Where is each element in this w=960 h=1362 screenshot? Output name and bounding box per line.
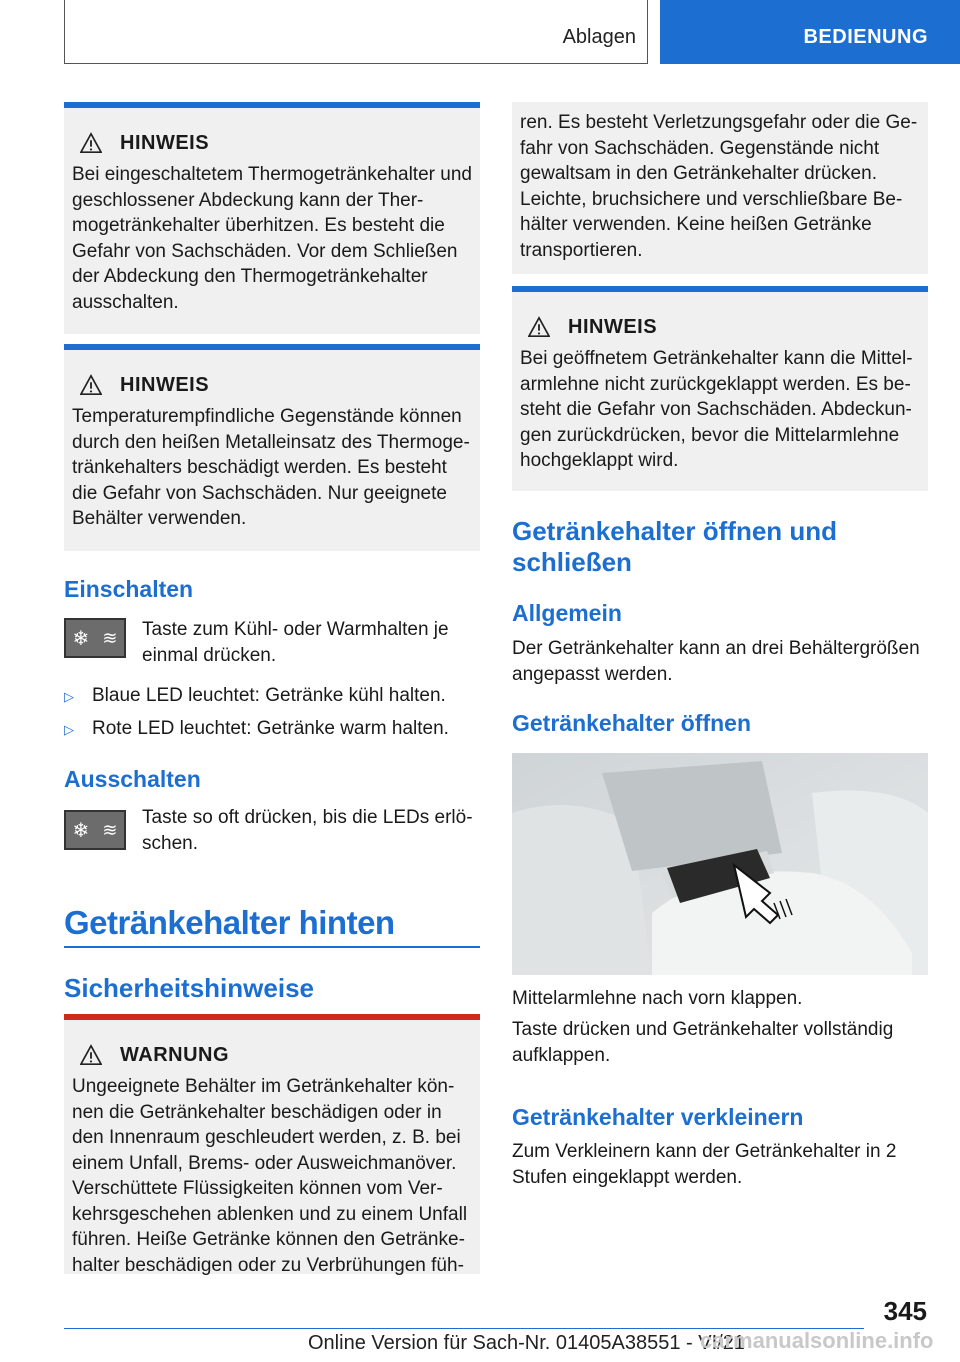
step-2: Taste drücken und Getränkehalter vollständig aufklappen.: [512, 1019, 894, 1066]
warning-triangle-icon: [80, 1044, 102, 1066]
section-heading: Getränkehalter öffnen und schließen: [512, 516, 838, 577]
header-chapter: BEDIENUNG: [803, 26, 928, 48]
triangle-bullet-icon: ▷: [64, 689, 74, 704]
snowflake-icon: ❄: [72, 627, 90, 650]
header-chapter-tab: [660, 0, 960, 64]
allgemein-text: Der Getränkehalter kann an drei Behältergrößen angepasst werden.: [512, 638, 920, 685]
page-number: 345: [883, 1296, 927, 1326]
watermark: carmanualsonline.info: [700, 1328, 934, 1353]
warning-box-continued: [512, 102, 928, 274]
warning-body: Ungeeignete Behälter im Getränkehalter können die Getränkehalter beschädigen oder in den Innenraum geschleudert werden, z. B. bei einem Unfall, Brems- oder Ausweichmanöver. Verschüttete Flüssigkeiten können vom Verkehrsgeschehen ablenken und zu einem Unfall führen. Heiße Getränke können den Getränkehalter beschädigen oder zu Verbrühungen füh-: [72, 1076, 468, 1276]
cool-warm-button-image: [64, 618, 126, 658]
notice-title: HINWEIS: [120, 131, 210, 154]
header-section: Ablagen: [562, 26, 636, 48]
heading-oeffnen: Getränkehalter öffnen: [512, 710, 751, 736]
notice-body: Temperaturempfindliche Gegenstände können durch den heißen Metalleinsatz des Thermogetränkehalters beschädigt werden. Es besteht die Gefahr von Sachschäden. Nur geeignete Behälter verwenden.: [72, 406, 470, 529]
step-1: Mittelarmlehne nach vorn klappen.: [512, 988, 803, 1009]
warning-triangle-icon: [80, 374, 102, 396]
notice-title: HINWEIS: [120, 373, 210, 396]
triangle-bullet-icon: ▷: [64, 722, 74, 737]
warning-title: WARNUNG: [120, 1043, 230, 1066]
footer-online-version: Online Version für Sach-Nr. 01405A38551 - VI/21: [308, 1332, 745, 1354]
notice-title: HINWEIS: [568, 315, 658, 338]
warning-body-continued: ren. Es besteht Verletzungsgefahr oder die Gefahr von Sachschäden. Gegenstände nicht gewaltsam in den Getränkehalter drücken. Leichte, bruchsichere und verschließbare Behälter verwenden. Keine heißen Getränke transportieren.: [520, 112, 918, 261]
notice-body: Bei geöffnetem Getränkehalter kann die Mittelarmlehne nicht zurückgeklappt werden. Es besteht die Gefahr von Sachschäden. Abdeckungen zurückdrücken, bevor die Mittelarmlehne hochgeklappt wird.: [520, 348, 913, 471]
list-item: [64, 683, 480, 709]
verkleinern-text: Zum Verkleinern kann der Getränkehalter in 2 Stufen eingeklappt werden.: [512, 1141, 897, 1188]
main-heading: Getränkehalter hinten: [64, 904, 395, 941]
heading-ausschalten: Ausschalten: [64, 766, 201, 792]
cool-warm-button-image: [64, 810, 126, 850]
list-item-text: Blaue LED leuchtet: Getränke kühl halten.: [92, 685, 446, 706]
snowflake-icon: ❄: [72, 819, 90, 842]
notice-box-3: [512, 286, 928, 491]
armrest-photo: [512, 753, 928, 975]
heat-icon: ≋: [102, 627, 118, 648]
heading-rule: [64, 946, 480, 948]
heading-allgemein: Allgemein: [512, 600, 622, 626]
einschalten-text: Taste zum Kühl- oder Warmhalten je einmal drücken.: [142, 619, 449, 666]
heading-verkleinern: Getränkehalter verkleinern: [512, 1104, 804, 1130]
safety-heading: Sicherheitshinweise: [64, 973, 314, 1003]
notice-body: Bei eingeschaltetem Thermogetränkehalter und geschlossener Abdeckung kann der Thermogetränkehalter überhitzen. Es besteht die Gefahr von Sachschäden. Vor dem Schließen der Abdeckung den Thermogetränkehalter ausschalten.: [72, 164, 472, 313]
warning-box: [64, 1014, 480, 1274]
heading-einschalten: Einschalten: [64, 576, 194, 602]
list-item-text: Rote LED leuchtet: Getränke warm halten.: [92, 718, 449, 739]
notice-box-2: [64, 344, 480, 551]
notice-box-1: [64, 102, 480, 334]
list-item: [64, 716, 480, 742]
heat-icon: ≋: [102, 819, 118, 840]
warning-triangle-icon: [80, 132, 102, 154]
warning-triangle-icon: [528, 316, 550, 338]
ausschalten-text: Taste so oft drücken, bis die LEDs erlöschen.: [142, 807, 473, 854]
